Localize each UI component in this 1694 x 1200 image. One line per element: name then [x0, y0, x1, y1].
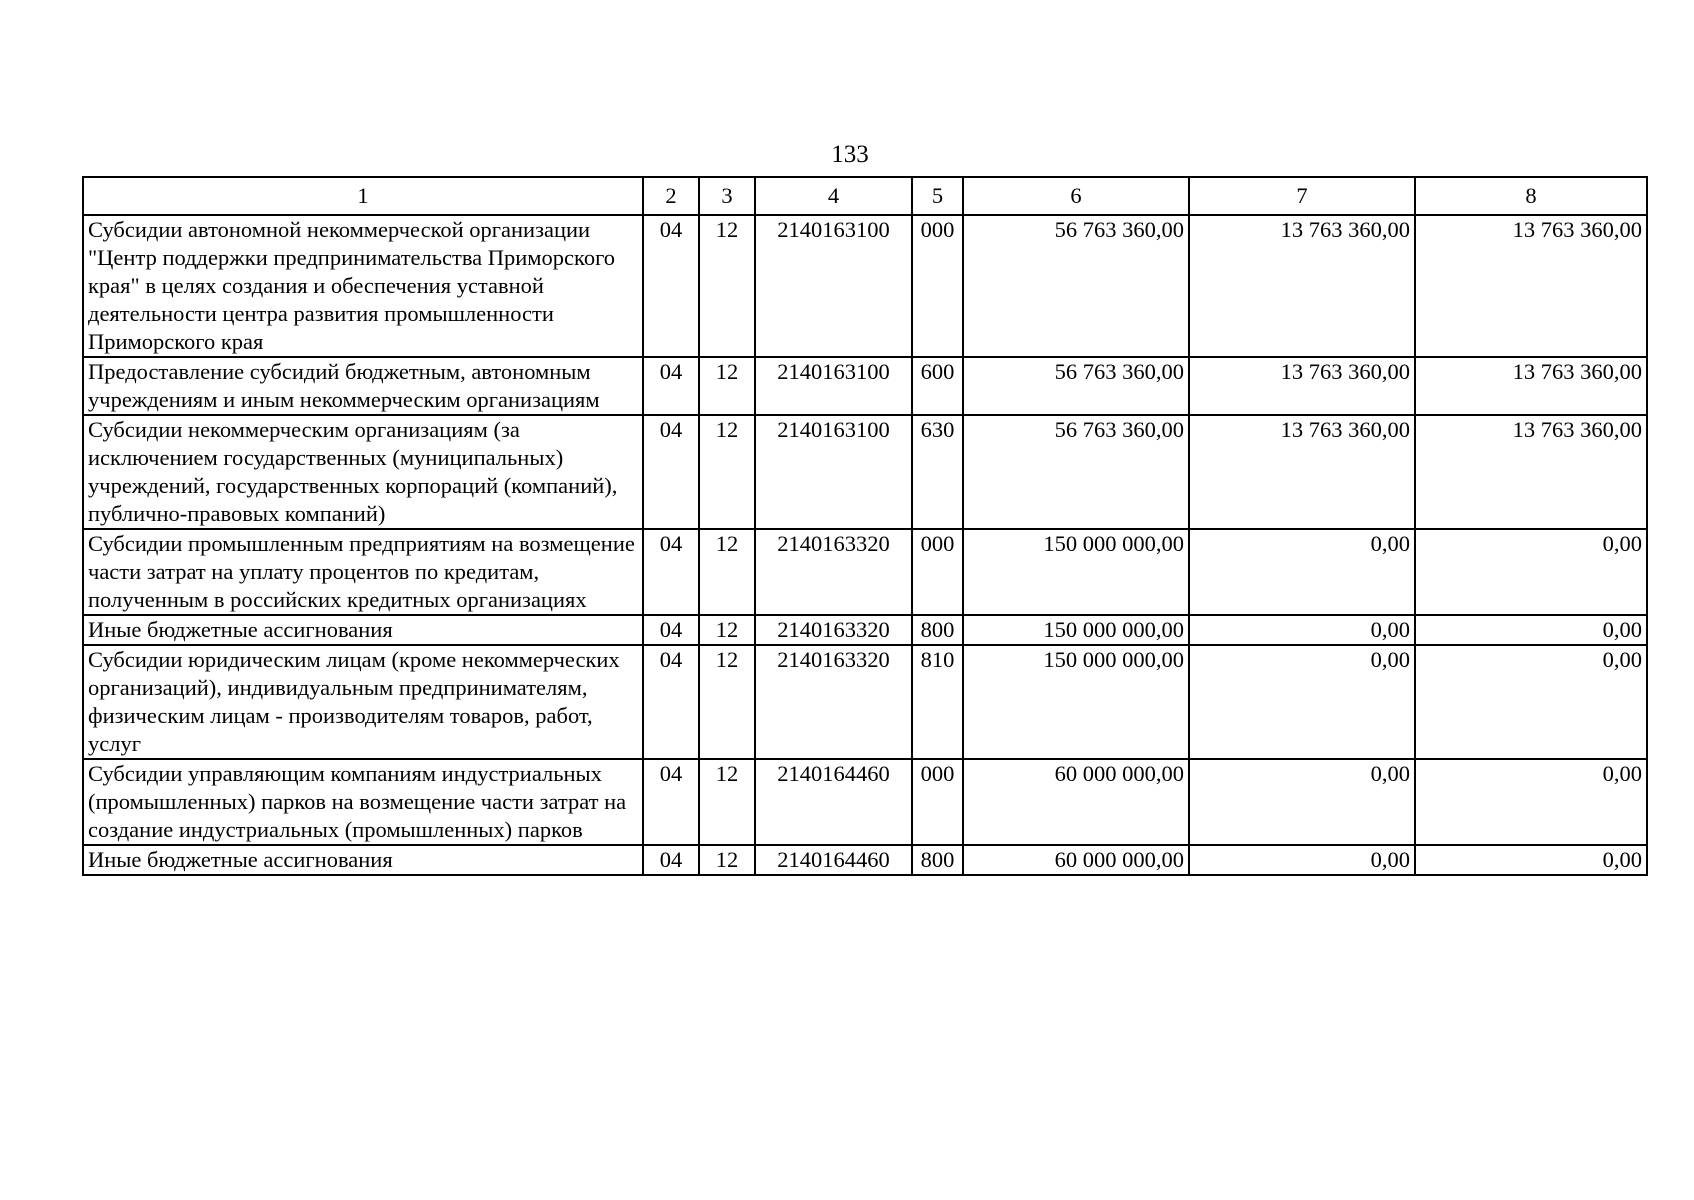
- table-row: [83, 215, 1647, 357]
- subsection-code: 12: [699, 845, 755, 875]
- budget-table: [82, 176, 1648, 876]
- row-name: Субсидии автономной некоммерческой организации "Центр поддержки предпринимательства Приморского края" в целях создания и обеспечения уставной деятельности центра развития промышленности Приморского края: [83, 215, 643, 357]
- section-code: 04: [643, 357, 699, 415]
- header-row: [83, 177, 1647, 215]
- target-article-code: 2140163320: [755, 529, 912, 615]
- amount-col-8: 0,00: [1415, 615, 1647, 645]
- row-name: Субсидии юридическим лицам (кроме некоммерческих организаций), индивидуальным предпринимателям, физическим лицам - производителям товаров, работ, услуг: [83, 645, 643, 759]
- expense-type-code: 800: [912, 845, 963, 875]
- table-row: [83, 415, 1647, 529]
- page-number: 133: [831, 141, 869, 168]
- amount-col-8: 13 763 360,00: [1415, 215, 1647, 357]
- subsection-code: 12: [699, 357, 755, 415]
- table-row: [83, 357, 1647, 415]
- table-row: [83, 845, 1647, 875]
- target-article-code: 2140163320: [755, 615, 912, 645]
- amount-col-7: 0,00: [1189, 759, 1415, 845]
- amount-col-6: 56 763 360,00: [963, 215, 1189, 357]
- header-cell-3: 3: [699, 177, 755, 215]
- header-cell-1: 1: [83, 177, 643, 215]
- expense-type-code: 810: [912, 645, 963, 759]
- expense-type-code: 000: [912, 529, 963, 615]
- section-code: 04: [643, 415, 699, 529]
- amount-col-7: 0,00: [1189, 529, 1415, 615]
- header-cell-4: 4: [755, 177, 912, 215]
- section-code: 04: [643, 845, 699, 875]
- amount-col-7: 0,00: [1189, 845, 1415, 875]
- amount-col-7: 13 763 360,00: [1189, 415, 1415, 529]
- target-article-code: 2140164460: [755, 845, 912, 875]
- subsection-code: 12: [699, 215, 755, 357]
- amount-col-7: 13 763 360,00: [1189, 357, 1415, 415]
- table-row: [83, 645, 1647, 759]
- header-cell-6: 6: [963, 177, 1189, 215]
- section-code: 04: [643, 645, 699, 759]
- section-code: 04: [643, 529, 699, 615]
- row-name: Субсидии управляющим компаниям индустриальных (промышленных) парков на возмещение части затрат на создание индустриальных (промышленных) парков: [83, 759, 643, 845]
- amount-col-8: 0,00: [1415, 645, 1647, 759]
- section-code: 04: [643, 215, 699, 357]
- expense-type-code: 600: [912, 357, 963, 415]
- target-article-code: 2140163100: [755, 357, 912, 415]
- subsection-code: 12: [699, 759, 755, 845]
- subsection-code: 12: [699, 645, 755, 759]
- header-cell-8: 8: [1415, 177, 1647, 215]
- target-article-code: 2140163320: [755, 645, 912, 759]
- amount-col-8: 0,00: [1415, 529, 1647, 615]
- row-name: Субсидии промышленным предприятиям на возмещение части затрат на уплату процентов по кредитам, полученным в российских кредитных организациях: [83, 529, 643, 615]
- amount-col-7: 13 763 360,00: [1189, 215, 1415, 357]
- table-row: [83, 759, 1647, 845]
- amount-col-6: 60 000 000,00: [963, 845, 1189, 875]
- amount-col-8: 13 763 360,00: [1415, 357, 1647, 415]
- header-cell-7: 7: [1189, 177, 1415, 215]
- amount-col-8: 0,00: [1415, 759, 1647, 845]
- target-article-code: 2140163100: [755, 215, 912, 357]
- target-article-code: 2140164460: [755, 759, 912, 845]
- amount-col-6: 56 763 360,00: [963, 415, 1189, 529]
- expense-type-code: 000: [912, 759, 963, 845]
- row-name: Иные бюджетные ассигнования: [83, 615, 643, 645]
- section-code: 04: [643, 759, 699, 845]
- subsection-code: 12: [699, 529, 755, 615]
- amount-col-6: 150 000 000,00: [963, 529, 1189, 615]
- amount-col-6: 56 763 360,00: [963, 357, 1189, 415]
- amount-col-8: 13 763 360,00: [1415, 415, 1647, 529]
- subsection-code: 12: [699, 615, 755, 645]
- header-cell-5: 5: [912, 177, 963, 215]
- target-article-code: 2140163100: [755, 415, 912, 529]
- expense-type-code: 630: [912, 415, 963, 529]
- expense-type-code: 800: [912, 615, 963, 645]
- amount-col-7: 0,00: [1189, 645, 1415, 759]
- section-code: 04: [643, 615, 699, 645]
- row-name: Предоставление субсидий бюджетным, автономным учреждениям и иным некоммерческим организациям: [83, 357, 643, 415]
- row-name: Иные бюджетные ассигнования: [83, 845, 643, 875]
- table-row: [83, 615, 1647, 645]
- row-name: Субсидии некоммерческим организациям (за исключением государственных (муниципальных) учреждений, государственных корпораций (компаний), публично-правовых компаний): [83, 415, 643, 529]
- amount-col-6: 150 000 000,00: [963, 645, 1189, 759]
- amount-col-6: 150 000 000,00: [963, 615, 1189, 645]
- amount-col-7: 0,00: [1189, 615, 1415, 645]
- amount-col-6: 60 000 000,00: [963, 759, 1189, 845]
- amount-col-8: 0,00: [1415, 845, 1647, 875]
- expense-type-code: 000: [912, 215, 963, 357]
- header-cell-2: 2: [643, 177, 699, 215]
- subsection-code: 12: [699, 415, 755, 529]
- table-row: [83, 529, 1647, 615]
